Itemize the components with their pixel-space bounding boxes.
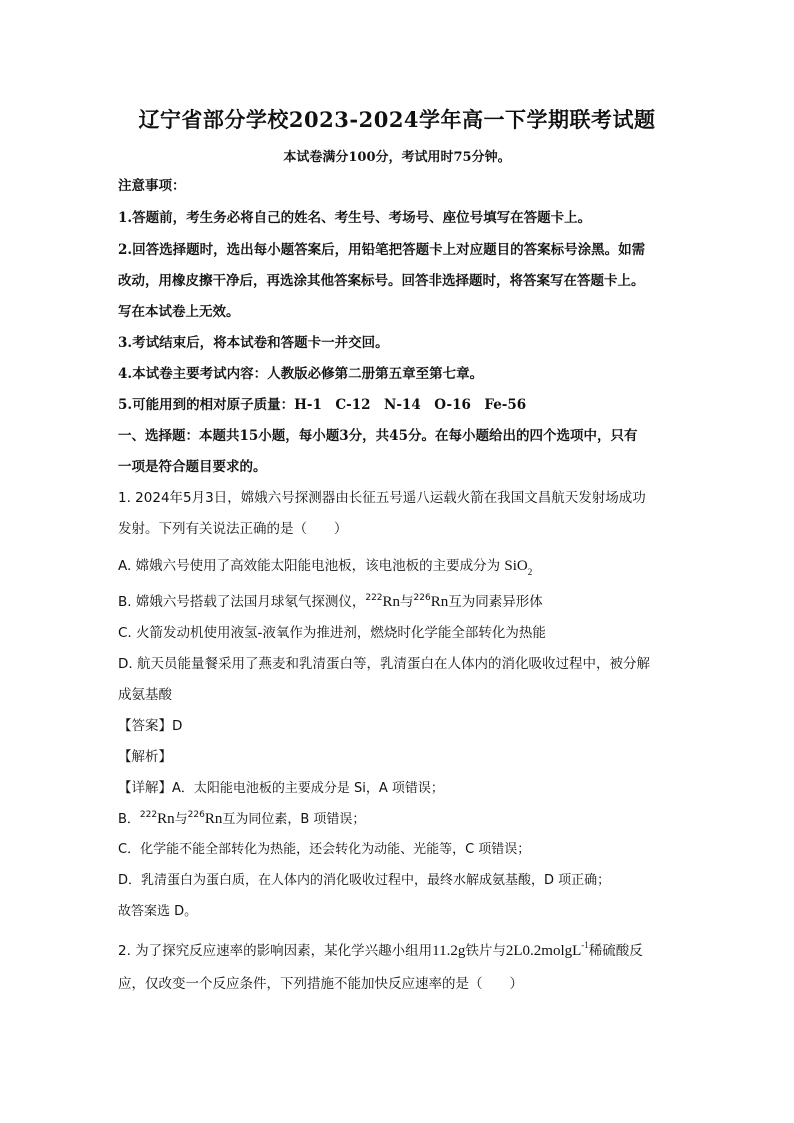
formula-base: SiO — [504, 558, 528, 574]
answer-label: 【答案】D — [118, 718, 183, 734]
section-heading-continued: 一项是符合题目要求的。 — [118, 459, 267, 475]
analysis-label: 【解析】 — [118, 749, 172, 765]
option-a-text: A. 嫦娥六号使用了高效能太阳能电池板，该电池板的主要成分为 — [118, 558, 501, 574]
isotope-mass-number: 226 — [187, 809, 205, 820]
option-b-text: B. 嫦娥六号搭载了法国月球氡气探测仪， — [118, 594, 366, 610]
concentration-unit — [564, 940, 589, 959]
question-2-stem — [118, 941, 688, 961]
formula-sio2 — [504, 558, 533, 577]
isotope-symbol: Rn — [430, 594, 449, 610]
detail-d: D．乳清蛋白为蛋白质，在人体内的消化吸收过程中，最终水解成氨基酸，D 项正确； — [118, 873, 611, 888]
detail-b-label: B． — [118, 812, 140, 827]
isotope-mass-number: 222 — [365, 592, 383, 603]
question-1-option-d-continued: 成氨基酸 — [118, 687, 172, 703]
detail-b — [118, 809, 688, 830]
notice-item: 5.可能用到的相对原子质量：H-1 C-12 N-14 O-16 Fe-56 — [118, 397, 527, 413]
isotope-mass-number: 226 — [413, 592, 431, 603]
notice-item: 写在本试卷上无效。 — [118, 304, 240, 320]
conclusion: 故答案选 D。 — [118, 904, 198, 919]
question-1-option-d: D. 航天员能量餐采用了燕麦和乳清蛋白等，乳清蛋白在人体内的消化吸收过程中，被分解 — [118, 656, 650, 672]
notice-item: 3.考试结束后，将本试卷和答题卡一并交回。 — [118, 335, 389, 351]
notice-item: 4.本试卷主要考试内容：人教版必修第二册第五章至第七章。 — [118, 366, 484, 382]
detail-c: C．化学能不能全部转化为热能，还会转化为动能、光能等，C 项错误； — [118, 842, 531, 857]
section-heading: 一、选择题：本题共15小题，每小题3分，共45分。在每小题给出的四个选项中，只有 — [118, 428, 638, 444]
detail-a — [118, 778, 688, 799]
concentration-value: 2L0.2mol — [505, 943, 565, 959]
question-1-stem-continued: 发射。下列有关说法正确的是（ ） — [118, 521, 348, 537]
question-2-stem-continued: 应，仅改变一个反应条件，下列措施不能加快反应速率的是（ ） — [118, 976, 523, 992]
unit-part: L — [572, 943, 582, 959]
detail-a-text: A．太阳能电池板的主要成分是 Si，A 项错误； — [172, 781, 444, 796]
unit-part: g — [564, 943, 573, 959]
page-title: 辽宁省部分学校2023-2024学年高一下学期联考试题 — [138, 107, 656, 132]
exam-info: 本试卷满分100分，考试用时75分钟。 — [283, 150, 511, 165]
option-b-conclusion: 互为同素异形体 — [448, 594, 543, 610]
option-b-connector: 与 — [400, 594, 414, 610]
notice-heading: 注意事项： — [118, 178, 186, 194]
question-1-stem: 1. 2024年5月3日，嫦娥六号探测器由长征五号遥八运载火箭在我国文昌航天发射场成功 — [118, 490, 646, 506]
detail-b-connector: 与 — [174, 812, 188, 827]
notice-item: 1.答题前，考生务必将自己的姓名、考生号、考场号、座位号填写在答题卡上。 — [118, 210, 592, 226]
detail-b-conclusion: 互为同位素，B 项错误； — [222, 812, 366, 827]
question-2-stem-text: 2. 为了探究反应速率的影响因素，某化学兴趣小组用 — [118, 943, 433, 959]
isotope-symbol: Rn — [382, 594, 401, 610]
unit-exponent: -1 — [581, 940, 589, 950]
isotope-mass-number: 222 — [139, 809, 158, 820]
notice-item: 2.回答选择题时，选出每小题答案后，用铅笔把答题卡上对应题目的答案标号涂黑。如需 — [118, 242, 646, 258]
question-1-option-c: C. 火箭发动机使用液氢-液氧作为推进剂，燃烧时化学能全部转化为热能 — [118, 625, 546, 641]
isotope-symbol: Rn — [204, 811, 223, 827]
detail-label: 【详解】 — [118, 780, 172, 796]
notice-item: 改动，用橡皮擦干净后，再选涂其他答案标号。回答非选择题时，将答案写在答题卡上。 — [118, 273, 645, 289]
formula-subscript: 2 — [527, 567, 533, 577]
mass-value: 11.2g — [432, 943, 466, 959]
question-1-option-b — [118, 592, 688, 612]
question-2-stem-end: 稀硫酸反 — [588, 943, 643, 959]
isotope-symbol: Rn — [157, 811, 175, 827]
question-2-stem-middle: 铁片与 — [465, 943, 506, 959]
question-1-option-a — [118, 556, 688, 576]
